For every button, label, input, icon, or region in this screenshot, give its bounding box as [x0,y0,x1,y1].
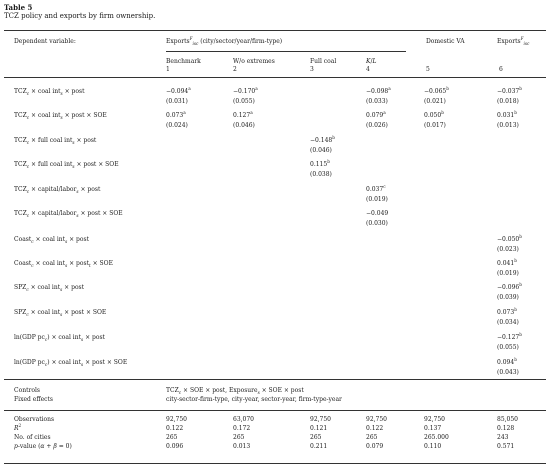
row-label-11: ln(GDP $pc_c$) × coal int$_s$ × post [14,334,105,343]
se-r2-c5: (0.017) [424,122,446,129]
se-r2-c2: (0.046) [233,122,255,129]
controls-value: $TCZ_c$ × SOE × post, Exposure$_s$ × SOE × post [166,387,304,396]
coef-r10-c6: 0.073$^b$ [497,307,517,316]
table-rule [4,463,546,464]
coef-r4-c3: 0.115$^b$ [310,159,330,168]
stat-r2-c6: 0.128 [497,425,515,432]
table-label: Table 5 [4,3,33,12]
column-name-4: K/L [366,58,377,65]
coef-r1-c4: −0.098$^a$ [366,86,391,95]
se-r3-c3: (0.046) [310,147,332,154]
stat-r2-c2: 0.172 [233,425,251,432]
se-r1-c1: (0.031) [166,98,188,105]
row-label-8: Coast$_c$ × coal int$_s$ × post$_t$ × SOE [14,260,113,269]
column-number-5: 5 [426,66,430,73]
se-r9-c6: (0.039) [497,294,519,301]
table-title: TCZ policy and exports by firm ownership. [4,12,156,20]
column-name-2: W/o extremes [233,58,275,65]
stat-r4-c6: 0.571 [497,443,515,450]
header-group-exports: Exports$^F_{isc}$ (city/sector/year/firm-type) [166,36,283,47]
se-r1-c6: (0.018) [497,98,519,105]
se-r8-c6: (0.019) [497,270,519,277]
table-rule [166,51,406,52]
row-label-10: $SPZ_c$ × coal int$_s$ × post × SOE [14,309,107,318]
se-r2-c4: (0.026) [366,122,388,129]
stat-r4-c1: 0.096 [166,443,184,450]
coef-r1-c1: −0.094$^a$ [166,86,191,95]
stat-r1-c6: 85,050 [497,416,518,423]
coef-r12-c6: 0.094$^b$ [497,357,517,366]
row-label-7: Coast$_c$ × coal int$_s$ × post [14,236,90,245]
stat-r2-c3: 0.121 [310,425,328,432]
stat-r1-c3: 92,750 [310,416,331,423]
fixed-effects-value: city-sector-firm-type, city-year, sector-year, firm-type-year [166,396,342,403]
coef-r11-c6: −0.127$^b$ [497,332,522,341]
stat-label-1: Observations [14,416,55,423]
stat-r1-c5: 92,750 [424,416,445,423]
coef-r1-c5: −0.065$^b$ [424,86,449,95]
coef-r2-c5: 0.050$^b$ [424,110,444,119]
stat-label-4: p-value (α + β = 0) [14,443,72,450]
row-label-4: $TCZ_c$ × full coal int$_s$ × post × SOE [14,161,119,170]
se-r1-c2: (0.055) [233,98,255,105]
row-label-5: $TCZ_c$ × capital/labor$_s$ × post [14,186,101,195]
row-label-6: $TCZ_c$ × capital/labor$_s$ × post × SOE [14,210,123,219]
table-rule [4,379,546,380]
coef-r7-c6: −0.050$^b$ [497,234,522,243]
coef-r2-c6: 0.031$^b$ [497,110,517,119]
stat-r4-c3: 0.211 [310,443,328,450]
row-label-12: ln(GDP $pc_c$) × coal int$_s$ × post × SOE [14,359,128,368]
table-rule [4,77,546,78]
stat-r3-c5: 265.000 [424,434,449,441]
column-number-4: 4 [366,66,370,73]
stat-r3-c2: 265 [233,434,245,441]
coef-r1-c2: −0.170$^a$ [233,86,258,95]
column-name-3: Full coal [310,58,337,65]
row-label-9: $SPZ_c$ × coal int$_s$ × post [14,284,85,293]
column-number-1: 1 [166,66,170,73]
column-number-6: 6 [499,66,503,73]
row-label-1: $TCZ_c$ × coal int$_s$ × post [14,88,85,97]
row-label-2: $TCZ_c$ × coal int$_s$ × post × SOE [14,112,107,121]
fixed-effects-label: Fixed effects [14,396,53,403]
table-caption [4,3,155,21]
table-rule [4,410,546,411]
stat-r2-c1: 0.122 [166,425,184,432]
coef-r6-c4: −0.049 [366,210,389,217]
stat-r3-c3: 265 [310,434,322,441]
se-r1-c5: (0.021) [424,98,446,105]
stat-label-2: $R^2$ [14,423,22,432]
coef-r2-c2: 0.127$^a$ [233,110,253,119]
header-group-domestic-va: Domestic VA [426,38,465,45]
row-label-3: $TCZ_c$ × full coal int$_s$ × post [14,137,97,146]
coef-r5-c4: 0.037$^c$ [366,184,386,193]
table-rule [4,30,546,31]
se-r5-c4: (0.019) [366,196,388,203]
se-r4-c3: (0.038) [310,171,332,178]
se-r7-c6: (0.023) [497,246,519,253]
se-r2-c1: (0.024) [166,122,188,129]
column-number-2: 2 [233,66,237,73]
stat-r3-c6: 243 [497,434,509,441]
stat-r2-c4: 0.122 [366,425,384,432]
dep-var-label: Dependent variable: [14,38,76,45]
coef-r3-c3: −0.148$^b$ [310,135,335,144]
coef-r8-c6: 0.041$^b$ [497,258,517,267]
column-name-1: Benchmark [166,58,201,65]
stat-label-3: No. of cities [14,434,51,441]
stat-r4-c4: 0.079 [366,443,384,450]
se-r6-c4: (0.030) [366,220,388,227]
coef-r9-c6: −0.096$^b$ [497,282,522,291]
controls-label: Controls [14,387,40,394]
coef-r1-c6: −0.037$^b$ [497,86,522,95]
coef-r2-c4: 0.079$^a$ [366,110,386,119]
se-r2-c6: (0.013) [497,122,519,129]
stat-r4-c5: 0.110 [424,443,442,450]
se-r11-c6: (0.055) [497,344,519,351]
column-number-3: 3 [310,66,314,73]
se-r1-c4: (0.033) [366,98,388,105]
stat-r1-c4: 92,750 [366,416,387,423]
se-r10-c6: (0.034) [497,319,519,326]
header-group-exports-6: Exports$^F_{isc}$ [497,36,530,47]
stat-r3-c4: 265 [366,434,378,441]
stat-r4-c2: 0.013 [233,443,251,450]
stat-r1-c2: 63,070 [233,416,254,423]
stat-r2-c5: 0.137 [424,425,442,432]
stat-r3-c1: 265 [166,434,178,441]
se-r12-c6: (0.043) [497,369,519,376]
stat-r1-c1: 92,750 [166,416,187,423]
coef-r2-c1: 0.073$^a$ [166,110,186,119]
